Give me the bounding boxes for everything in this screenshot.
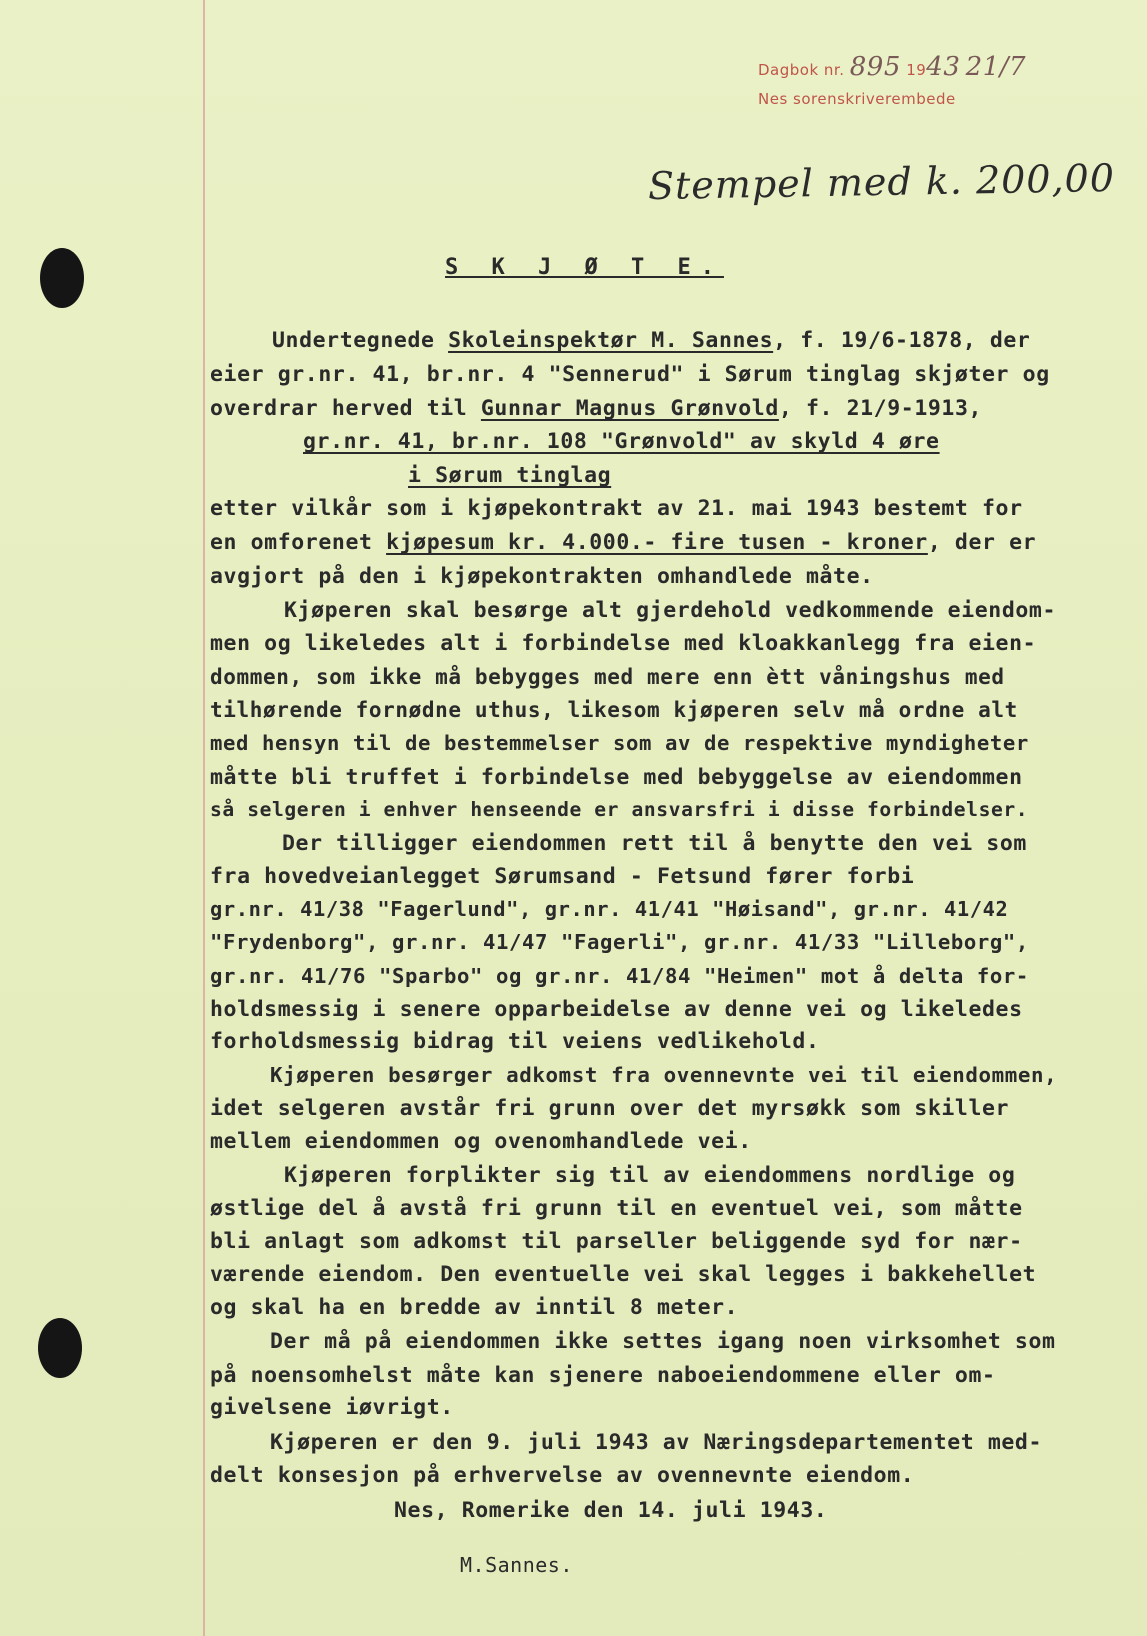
body-line-2 bbox=[210, 364, 1050, 386]
body-line-9 bbox=[284, 600, 1056, 622]
body-line-1 bbox=[272, 330, 1030, 352]
underlined-text: Skoleinspektør M. Sannes bbox=[448, 328, 774, 353]
body-line-27 bbox=[210, 1198, 1023, 1220]
registry-stamp-line1 bbox=[758, 52, 1026, 82]
body-line-30 bbox=[210, 1297, 738, 1319]
body-line-19 bbox=[210, 932, 1029, 953]
body-line-8 bbox=[210, 566, 874, 588]
line-text: med hensyn til de bestemmelser som av de respektive myndigheter bbox=[210, 731, 1029, 755]
body-line-34 bbox=[270, 1432, 1042, 1454]
line-text: tilhørende fornødne uthus, likesom kjøperen selv må ordne alt bbox=[210, 698, 1018, 722]
body-line-7 bbox=[210, 532, 1036, 554]
underlined-text: Gunnar Magnus Grønvold bbox=[480, 396, 779, 421]
line-text: bli anlagt som adkomst til parseller beliggende syd for nær- bbox=[210, 1229, 1023, 1254]
body-line-36 bbox=[394, 1500, 827, 1522]
line-text: Kjøperen skal besørge alt gjerdehold vedkommende eiendom- bbox=[284, 598, 1057, 623]
punch-hole-top bbox=[40, 248, 84, 308]
body-line-25 bbox=[210, 1131, 752, 1153]
line-text: en omforenet bbox=[210, 530, 387, 555]
body-line-32 bbox=[210, 1365, 996, 1387]
line-text: Der må på eiendommen ikke settes igang noen virksomhet som bbox=[270, 1329, 1056, 1354]
punch-hole-bottom bbox=[38, 1318, 82, 1378]
line-text: Kjøperen er den 9. juli 1943 av Næringsdepartementet med- bbox=[270, 1430, 1043, 1455]
line-text: , f. 19/6-1878, der bbox=[773, 328, 1031, 353]
line-text: fra hovedveianlegget Sørumsand - Fetsund fører forbi bbox=[210, 864, 915, 889]
body-line-24 bbox=[210, 1098, 1009, 1120]
body-line-10 bbox=[210, 633, 1036, 655]
stamp-date: 21/7 bbox=[965, 52, 1027, 82]
body-line-18 bbox=[210, 899, 1008, 919]
body-line-6 bbox=[210, 498, 1023, 520]
body-line-4 bbox=[303, 431, 940, 453]
margin-rule bbox=[203, 0, 205, 1636]
body-line-17 bbox=[210, 866, 914, 888]
line-text: etter vilkår som i kjøpekontrakt av 21. mai 1943 bestemt for bbox=[210, 496, 1023, 521]
line-text: gr.nr. 41/76 "Sparbo" og gr.nr. 41/84 "Heimen" mot å delta for- bbox=[210, 964, 1029, 988]
line-text: så selgeren i enhver henseende er ansvarsfri i disse forbindelser. bbox=[210, 798, 1029, 821]
body-line-29 bbox=[210, 1264, 1036, 1286]
line-text: Kjøperen forplikter sig til av eiendommens nordlige og bbox=[284, 1163, 1016, 1188]
body-line-5 bbox=[408, 465, 611, 487]
line-text: avgjort på den i kjøpekontrakten omhandlede måte. bbox=[210, 564, 874, 589]
line-text: overdrar herved til bbox=[210, 396, 481, 421]
body-line-26 bbox=[284, 1165, 1015, 1187]
body-line-23 bbox=[270, 1065, 1057, 1086]
body-line-33 bbox=[210, 1397, 454, 1419]
line-text: Nes, Romerike den 14. juli 1943. bbox=[394, 1498, 828, 1523]
stamp-year-prefix: 19 bbox=[906, 61, 927, 79]
body-line-14 bbox=[210, 767, 1023, 789]
line-text: værende eiendom. Den eventuelle vei skal legges i bakkehellet bbox=[210, 1262, 1037, 1287]
line-text: østlige del å avstå fri grunn til en eventuel vei, som måtte bbox=[210, 1196, 1023, 1221]
body-line-22 bbox=[210, 1031, 819, 1053]
body-line-35 bbox=[210, 1465, 914, 1487]
line-text: dommen, som ikke må bebygges med mere enn ètt våningshus med bbox=[210, 665, 1005, 689]
body-line-12 bbox=[210, 700, 1018, 721]
body-line-31 bbox=[270, 1331, 1056, 1353]
body-line-20 bbox=[210, 966, 1029, 987]
body-line-16 bbox=[282, 833, 1027, 855]
line-text: gr.nr. 41/38 "Fagerlund", gr.nr. 41/41 "Høisand", gr.nr. 41/42 bbox=[210, 897, 1009, 921]
underlined-text: kjøpesum kr. 4.000.- fire tusen - kroner bbox=[386, 530, 928, 555]
body-line-21 bbox=[210, 999, 1023, 1021]
underlined-text: gr.nr. 41, br.nr. 108 "Grønvold" av skyld 4 øre bbox=[303, 429, 940, 454]
body-line-13 bbox=[210, 733, 1029, 754]
body-line-15 bbox=[210, 800, 1028, 820]
registry-stamp-line2: Nes sorenskriverembede bbox=[758, 90, 956, 108]
line-text: , f. 21/9-1913, bbox=[778, 396, 983, 421]
line-text: delt konsesjon på erhvervelse av ovennevnte eiendom. bbox=[210, 1463, 915, 1488]
body-line-28 bbox=[210, 1231, 1023, 1253]
line-text: Der tilligger eiendommen rett til å benytte den vei som bbox=[282, 831, 1027, 856]
line-text: og skal ha en bredde av inntil 8 meter. bbox=[210, 1295, 739, 1320]
line-text: måtte bli truffet i forbindelse med bebyggelse av eiendommen bbox=[210, 765, 1023, 790]
body-line-3 bbox=[210, 398, 982, 420]
signature: M.Sannes. bbox=[460, 1553, 573, 1577]
line-text: Undertegnede bbox=[272, 328, 449, 353]
line-text: forholdsmessig bidrag til veiens vedlikehold. bbox=[210, 1029, 820, 1054]
line-text: på noensomhelst måte kan sjenere naboeiendommene eller om- bbox=[210, 1363, 996, 1388]
line-text: Kjøperen besørger adkomst fra ovennevnte vei til eiendommen, bbox=[270, 1063, 1058, 1087]
line-text: givelsene iøvrigt. bbox=[210, 1395, 454, 1420]
document-title: S K J Ø T E. bbox=[445, 255, 724, 280]
line-text: idet selgeren avstår fri grunn over det myrsøkk som skiller bbox=[210, 1096, 1010, 1121]
line-text: , der er bbox=[927, 530, 1037, 555]
line-text: holdsmessig i senere opparbeidelse av denne vei og likeledes bbox=[210, 997, 1023, 1022]
fee-note: Stempel med k. 200,00 bbox=[647, 155, 1116, 209]
line-text: men og likeledes alt i forbindelse med kloakkanlegg fra eien- bbox=[210, 631, 1037, 656]
stamp-year: 43 bbox=[926, 52, 961, 82]
stamp-prefix: Dagbok nr. bbox=[758, 61, 845, 79]
line-text: eier gr.nr. 41, br.nr. 4 "Sennerud" i Sørum tinglag skjøter og bbox=[210, 362, 1050, 387]
line-text: "Frydenborg", gr.nr. 41/47 "Fagerli", gr.nr. 41/33 "Lilleborg", bbox=[210, 930, 1029, 954]
underlined-text: i Sørum tinglag bbox=[408, 463, 612, 488]
body-line-11 bbox=[210, 667, 1005, 688]
line-text: mellem eiendommen og ovenomhandlede vei. bbox=[210, 1129, 752, 1154]
stamp-number: 895 bbox=[849, 52, 901, 82]
